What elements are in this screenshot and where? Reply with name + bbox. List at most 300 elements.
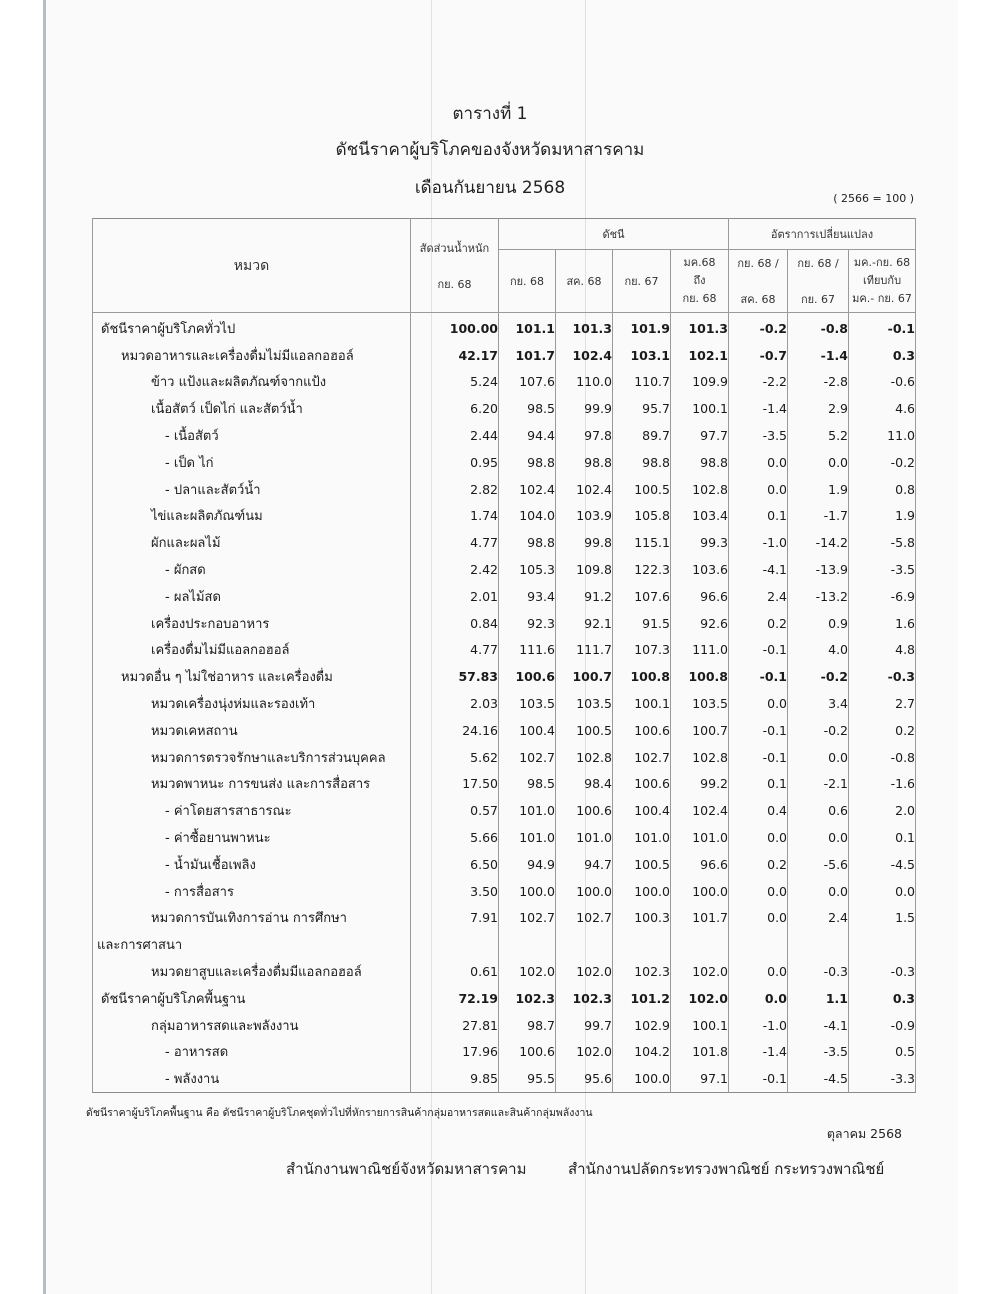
change-ytd-cell: 1.9 (849, 503, 916, 530)
index-sep67-cell: 101.2 (613, 985, 671, 1012)
change-yoy-cell: -13.9 (788, 556, 849, 583)
index-ytd-cell: 98.8 (671, 449, 729, 476)
change-mom-cell: 0.0 (729, 905, 788, 932)
index-ytd-cell: 100.1 (671, 395, 729, 422)
change-mom-cell: -0.1 (729, 1065, 788, 1092)
change-mom-cell: 2.4 (729, 583, 788, 610)
category-cell: ข้าว แป้งและผลิตภัณฑ์จากแป้ง (93, 369, 411, 396)
index-ytd-cell: 101.0 (671, 824, 729, 851)
change-ytd-cell: -1.6 (849, 771, 916, 798)
header-weight-period: กย. 68 (437, 277, 472, 291)
change-yoy-cell: -4.5 (788, 1065, 849, 1092)
change-yoy-cell: 0.0 (788, 449, 849, 476)
index-sep67-cell: 101.9 (613, 313, 671, 342)
table-row (93, 744, 916, 771)
index-aug68-cell (556, 931, 613, 958)
change-mom-cell: -0.7 (729, 342, 788, 369)
index-sep67-cell: 122.3 (613, 556, 671, 583)
header-category: หมวด (93, 219, 411, 313)
category-cell: - ค่าซื้อยานพาหนะ (93, 824, 411, 851)
table-row (93, 529, 916, 556)
change-mom-cell: 0.4 (729, 797, 788, 824)
change-yoy-cell: 3.4 (788, 690, 849, 717)
index-ytd-cell: 99.2 (671, 771, 729, 798)
table-row (93, 342, 916, 369)
table-header (93, 219, 916, 313)
change-yoy-cell (788, 931, 849, 958)
index-sep67-cell: 100.0 (613, 878, 671, 905)
change-yoy-cell: -4.1 (788, 1012, 849, 1039)
change-ytd-cell: -0.1 (849, 313, 916, 342)
index-sep68-cell: 101.0 (499, 824, 556, 851)
weight-cell: 3.50 (411, 878, 499, 905)
table-row (93, 878, 916, 905)
header-change-ytd (849, 250, 916, 313)
index-sep68-cell: 93.4 (499, 583, 556, 610)
change-mom-cell: 0.2 (729, 610, 788, 637)
change-ytd-cell: 0.2 (849, 717, 916, 744)
change-ytd-cell: 2.0 (849, 797, 916, 824)
weight-cell: 7.91 (411, 905, 499, 932)
header-index-group: ดัชนี (499, 219, 729, 250)
category-cell: หมวดอาหารและเครื่องดื่มไม่มีแอลกอฮอล์ (93, 342, 411, 369)
change-ytd-cell: -0.9 (849, 1012, 916, 1039)
change-ytd-cell: 0.0 (849, 878, 916, 905)
weight-cell: 6.50 (411, 851, 499, 878)
category-cell: หมวดยาสูบและเครื่องดื่มมีแอลกอฮอล์ (93, 958, 411, 985)
index-sep67-cell: 100.5 (613, 851, 671, 878)
change-yoy-cell: -0.8 (788, 313, 849, 342)
category-cell: - การสื่อสาร (93, 878, 411, 905)
index-sep67-cell: 100.0 (613, 1065, 671, 1092)
weight-cell: 2.82 (411, 476, 499, 503)
category-cell: และการศาสนา (93, 931, 411, 958)
table-row (93, 717, 916, 744)
weight-cell: 4.77 (411, 529, 499, 556)
index-sep67-cell: 115.1 (613, 529, 671, 556)
category-cell: - พลังงาน (93, 1065, 411, 1092)
index-aug68-cell: 92.1 (556, 610, 613, 637)
change-mom-cell: 0.0 (729, 690, 788, 717)
index-aug68-cell: 109.8 (556, 556, 613, 583)
header-change-group: อัตราการเปลี่ยนแปลง (729, 219, 916, 250)
weight-cell: 17.96 (411, 1039, 499, 1066)
category-cell: หมวดเครื่องนุ่งห่มและรองเท้า (93, 690, 411, 717)
table-row (93, 503, 916, 530)
index-ytd-cell: 102.8 (671, 744, 729, 771)
header-index-ytd (671, 250, 729, 313)
change-ytd-cell: -0.6 (849, 369, 916, 396)
index-sep68-cell: 98.8 (499, 449, 556, 476)
index-sep68-cell: 94.4 (499, 422, 556, 449)
change-mom-cell: -1.0 (729, 529, 788, 556)
header-yoy-line1: กย. 68 / (797, 257, 839, 270)
weight-cell: 9.85 (411, 1065, 499, 1092)
weight-cell: 0.95 (411, 449, 499, 476)
category-cell: - อาหารสด (93, 1039, 411, 1066)
table-row (93, 690, 916, 717)
table-row (93, 583, 916, 610)
category-cell: - เนื้อสัตว์ (93, 422, 411, 449)
index-sep67-cell: 89.7 (613, 422, 671, 449)
change-ytd-cell: 1.5 (849, 905, 916, 932)
index-sep67-cell: 102.7 (613, 744, 671, 771)
index-aug68-cell: 99.7 (556, 1012, 613, 1039)
table-row (93, 476, 916, 503)
table-number: ตารางที่ 1 (452, 104, 528, 124)
category-cell: ไข่และผลิตภัณฑ์นม (93, 503, 411, 530)
table-row (93, 1039, 916, 1066)
weight-cell: 2.03 (411, 690, 499, 717)
change-yoy-cell: -13.2 (788, 583, 849, 610)
index-aug68-cell: 98.4 (556, 771, 613, 798)
index-sep68-cell: 101.7 (499, 342, 556, 369)
index-aug68-cell: 99.8 (556, 529, 613, 556)
index-sep68-cell: 107.6 (499, 369, 556, 396)
index-ytd-cell: 103.6 (671, 556, 729, 583)
index-aug68-cell: 101.3 (556, 313, 613, 342)
index-sep68-cell: 95.5 (499, 1065, 556, 1092)
header-ytdchg-line2: เทียบกับ (862, 274, 902, 287)
index-sep68-cell: 102.7 (499, 744, 556, 771)
index-sep67-cell: 107.6 (613, 583, 671, 610)
index-ytd-cell: 100.8 (671, 663, 729, 690)
index-sep67-cell: 91.5 (613, 610, 671, 637)
header-ytd-line1: มค.68 (683, 256, 716, 269)
table-row (93, 905, 916, 932)
index-ytd-cell: 102.4 (671, 797, 729, 824)
table-row (93, 824, 916, 851)
index-ytd-cell (671, 931, 729, 958)
table-row (93, 556, 916, 583)
category-cell: หมวดอื่น ๆ ไม่ใช่อาหาร และเครื่องดื่ม (93, 663, 411, 690)
category-cell: กลุ่มอาหารสดและพลังงาน (93, 1012, 411, 1039)
index-ytd-cell: 100.0 (671, 878, 729, 905)
table-row (93, 985, 916, 1012)
header-ytd-line2: ถึง (693, 274, 706, 287)
index-sep67-cell: 95.7 (613, 395, 671, 422)
weight-cell: 2.42 (411, 556, 499, 583)
index-ytd-cell: 100.7 (671, 717, 729, 744)
index-ytd-cell: 101.3 (671, 313, 729, 342)
category-cell: หมวดการตรวจรักษาและบริการส่วนบุคคล (93, 744, 411, 771)
index-aug68-cell: 102.0 (556, 1039, 613, 1066)
office-provincial: สำนักงานพาณิชย์จังหวัดมหาสารคาม (286, 1160, 527, 1178)
index-sep67-cell: 100.6 (613, 717, 671, 744)
issue-date: ตุลาคม 2568 (826, 1126, 902, 1141)
change-yoy-cell: 4.0 (788, 637, 849, 664)
header-mom-line1: กย. 68 / (737, 257, 779, 270)
change-yoy-cell: -1.4 (788, 342, 849, 369)
change-mom-cell: -1.4 (729, 1039, 788, 1066)
index-sep68-cell: 102.0 (499, 958, 556, 985)
weight-cell: 2.44 (411, 422, 499, 449)
table-row (93, 958, 916, 985)
index-sep68-cell: 111.6 (499, 637, 556, 664)
base-year-note: ( 2566 = 100 ) (833, 192, 914, 205)
index-sep67-cell: 100.5 (613, 476, 671, 503)
index-sep67-cell: 100.8 (613, 663, 671, 690)
table-row (93, 395, 916, 422)
change-ytd-cell: 4.8 (849, 637, 916, 664)
change-ytd-cell: 0.3 (849, 985, 916, 1012)
header-index-sep67: กย. 67 (613, 250, 671, 313)
index-sep67-cell: 100.3 (613, 905, 671, 932)
index-aug68-cell: 102.3 (556, 985, 613, 1012)
change-mom-cell: 0.0 (729, 985, 788, 1012)
index-sep67-cell: 98.8 (613, 449, 671, 476)
change-ytd-cell: 0.1 (849, 824, 916, 851)
change-yoy-cell: 0.0 (788, 878, 849, 905)
change-ytd-cell: 1.6 (849, 610, 916, 637)
index-sep68-cell (499, 931, 556, 958)
change-mom-cell: 0.1 (729, 771, 788, 798)
index-ytd-cell: 102.0 (671, 958, 729, 985)
change-yoy-cell: -1.7 (788, 503, 849, 530)
change-ytd-cell: 4.6 (849, 395, 916, 422)
index-ytd-cell: 96.6 (671, 583, 729, 610)
change-ytd-cell: -6.9 (849, 583, 916, 610)
category-cell: หมวดเคหสถาน (93, 717, 411, 744)
index-sep68-cell: 98.7 (499, 1012, 556, 1039)
weight-cell: 1.74 (411, 503, 499, 530)
header-index-aug68: สค. 68 (556, 250, 613, 313)
table-row (93, 313, 916, 342)
weight-cell: 5.24 (411, 369, 499, 396)
table-row (93, 771, 916, 798)
index-sep68-cell: 104.0 (499, 503, 556, 530)
index-ytd-cell: 96.6 (671, 851, 729, 878)
index-sep68-cell: 101.1 (499, 313, 556, 342)
change-mom-cell: 0.2 (729, 851, 788, 878)
header-index-sep68: กย. 68 (499, 250, 556, 313)
index-sep68-cell: 98.8 (499, 529, 556, 556)
index-sep68-cell: 98.5 (499, 395, 556, 422)
index-sep68-cell: 100.6 (499, 663, 556, 690)
change-ytd-cell (849, 931, 916, 958)
index-aug68-cell: 103.9 (556, 503, 613, 530)
change-yoy-cell: 1.1 (788, 985, 849, 1012)
header-yoy-line2: กย. 67 (800, 293, 836, 306)
index-ytd-cell: 99.3 (671, 529, 729, 556)
change-ytd-cell: 0.5 (849, 1039, 916, 1066)
weight-cell: 100.00 (411, 313, 499, 342)
index-aug68-cell: 98.8 (556, 449, 613, 476)
index-ytd-cell: 101.8 (671, 1039, 729, 1066)
index-aug68-cell: 94.7 (556, 851, 613, 878)
weight-cell (411, 931, 499, 958)
change-mom-cell: -0.1 (729, 744, 788, 771)
category-cell: - ผลไม้สด (93, 583, 411, 610)
change-ytd-cell: -3.5 (849, 556, 916, 583)
change-ytd-cell: -0.3 (849, 663, 916, 690)
header-ytdchg-line3: มค.- กย. 67 (852, 292, 912, 305)
weight-cell: 42.17 (411, 342, 499, 369)
index-ytd-cell: 103.5 (671, 690, 729, 717)
header-weight-label: สัดส่วนน้ำหนัก (419, 241, 490, 255)
weight-cell: 72.19 (411, 985, 499, 1012)
weight-cell: 27.81 (411, 1012, 499, 1039)
category-cell: - ผักสด (93, 556, 411, 583)
index-ytd-cell: 109.9 (671, 369, 729, 396)
index-aug68-cell: 101.0 (556, 824, 613, 851)
index-ytd-cell: 102.1 (671, 342, 729, 369)
header-ytdchg-line1: มค.-กย. 68 (853, 256, 911, 269)
cpi-table (92, 218, 916, 1093)
weight-cell: 0.61 (411, 958, 499, 985)
change-mom-cell: -0.1 (729, 717, 788, 744)
table-row (93, 369, 916, 396)
weight-cell: 5.66 (411, 824, 499, 851)
index-sep68-cell: 100.6 (499, 1039, 556, 1066)
category-cell: ผักและผลไม้ (93, 529, 411, 556)
index-sep67-cell: 100.6 (613, 771, 671, 798)
change-yoy-cell: 2.9 (788, 395, 849, 422)
category-cell: หมวดพาหนะ การขนส่ง และการสื่อสาร (93, 771, 411, 798)
weight-cell: 6.20 (411, 395, 499, 422)
index-aug68-cell: 99.9 (556, 395, 613, 422)
index-ytd-cell: 97.1 (671, 1065, 729, 1092)
header-ytd-line3: กย. 68 (682, 292, 717, 305)
change-yoy-cell: -0.2 (788, 663, 849, 690)
change-yoy-cell: -0.2 (788, 717, 849, 744)
index-aug68-cell: 100.5 (556, 717, 613, 744)
index-ytd-cell: 101.7 (671, 905, 729, 932)
table-row (93, 1012, 916, 1039)
change-mom-cell: 0.0 (729, 878, 788, 905)
index-sep68-cell: 103.5 (499, 690, 556, 717)
index-sep67-cell: 102.9 (613, 1012, 671, 1039)
table-row (93, 931, 916, 958)
table-row (93, 449, 916, 476)
index-aug68-cell: 111.7 (556, 637, 613, 664)
weight-cell: 2.01 (411, 583, 499, 610)
change-mom-cell: -4.1 (729, 556, 788, 583)
change-yoy-cell: -14.2 (788, 529, 849, 556)
change-ytd-cell: 11.0 (849, 422, 916, 449)
change-yoy-cell: -3.5 (788, 1039, 849, 1066)
change-yoy-cell: 0.0 (788, 824, 849, 851)
table-row (93, 637, 916, 664)
change-mom-cell: -0.2 (729, 313, 788, 342)
index-sep67-cell: 100.4 (613, 797, 671, 824)
change-yoy-cell: -2.1 (788, 771, 849, 798)
change-mom-cell: 0.0 (729, 958, 788, 985)
weight-cell: 57.83 (411, 663, 499, 690)
category-cell: ดัชนีราคาผู้บริโภคทั่วไป (93, 313, 411, 342)
weight-cell: 0.84 (411, 610, 499, 637)
change-yoy-cell: -2.8 (788, 369, 849, 396)
category-cell: - ค่าโดยสารสาธารณะ (93, 797, 411, 824)
index-sep67-cell: 101.0 (613, 824, 671, 851)
change-yoy-cell: 2.4 (788, 905, 849, 932)
index-aug68-cell: 102.0 (556, 958, 613, 985)
change-mom-cell: -0.1 (729, 637, 788, 664)
change-yoy-cell: 0.6 (788, 797, 849, 824)
change-mom-cell: 0.0 (729, 476, 788, 503)
index-sep67-cell: 103.1 (613, 342, 671, 369)
change-ytd-cell: -0.8 (849, 744, 916, 771)
change-ytd-cell: -5.8 (849, 529, 916, 556)
index-ytd-cell: 103.4 (671, 503, 729, 530)
category-cell: - น้ำมันเชื้อเพลิง (93, 851, 411, 878)
weight-cell: 17.50 (411, 771, 499, 798)
index-sep68-cell: 105.3 (499, 556, 556, 583)
index-sep67-cell: 105.8 (613, 503, 671, 530)
change-mom-cell: -0.1 (729, 663, 788, 690)
index-sep68-cell: 100.0 (499, 878, 556, 905)
index-ytd-cell: 92.6 (671, 610, 729, 637)
change-ytd-cell: 2.7 (849, 690, 916, 717)
change-ytd-cell: -4.5 (849, 851, 916, 878)
category-cell: เนื้อสัตว์ เป็ดไก่ และสัตว์น้ำ (93, 395, 411, 422)
index-sep67-cell: 107.3 (613, 637, 671, 664)
index-sep67-cell (613, 931, 671, 958)
index-sep68-cell: 98.5 (499, 771, 556, 798)
index-sep67-cell: 104.2 (613, 1039, 671, 1066)
index-aug68-cell: 102.4 (556, 342, 613, 369)
index-sep68-cell: 100.4 (499, 717, 556, 744)
category-cell: เครื่องประกอบอาหาร (93, 610, 411, 637)
index-sep67-cell: 102.3 (613, 958, 671, 985)
table-row (93, 422, 916, 449)
table-row (93, 610, 916, 637)
index-ytd-cell: 111.0 (671, 637, 729, 664)
change-yoy-cell: -5.6 (788, 851, 849, 878)
table-row (93, 1065, 916, 1092)
index-aug68-cell: 100.0 (556, 878, 613, 905)
header-mom-line2: สค. 68 (740, 293, 776, 306)
index-ytd-cell: 100.1 (671, 1012, 729, 1039)
weight-cell: 0.57 (411, 797, 499, 824)
change-mom-cell (729, 931, 788, 958)
category-cell: ดัชนีราคาผู้บริโภคพื้นฐาน (93, 985, 411, 1012)
document-title: ดัชนีราคาผู้บริโภคของจังหวัดมหาสารคาม (335, 140, 645, 160)
table-row (93, 663, 916, 690)
header-change-yoy (788, 250, 849, 313)
weight-cell: 5.62 (411, 744, 499, 771)
index-aug68-cell: 100.6 (556, 797, 613, 824)
header-change-mom (729, 250, 788, 313)
index-aug68-cell: 102.7 (556, 905, 613, 932)
office-ministry: สำนักงานปลัดกระทรวงพาณิชย์ กระทรวงพาณิชย์ (568, 1160, 885, 1178)
index-aug68-cell: 100.7 (556, 663, 613, 690)
index-aug68-cell: 102.4 (556, 476, 613, 503)
change-mom-cell: -3.5 (729, 422, 788, 449)
category-cell: เครื่องดื่มไม่มีแอลกอฮอล์ (93, 637, 411, 664)
index-aug68-cell: 97.8 (556, 422, 613, 449)
footnote: ดัชนีราคาผู้บริโภคพื้นฐาน คือ ดัชนีราคาผู้บริโภคชุดทั่วไปที่หักรายการสินค้ากลุ่มอาหารสดและสินค้ากลุ่มพลังงาน (86, 1107, 593, 1119)
category-cell: หมวดการบันเทิงการอ่าน การศึกษา (93, 905, 411, 932)
index-aug68-cell: 95.6 (556, 1065, 613, 1092)
header-weight (411, 219, 499, 313)
change-mom-cell: 0.1 (729, 503, 788, 530)
index-sep67-cell: 100.1 (613, 690, 671, 717)
change-yoy-cell: 1.9 (788, 476, 849, 503)
table-row (93, 797, 916, 824)
weight-cell: 24.16 (411, 717, 499, 744)
index-aug68-cell: 110.0 (556, 369, 613, 396)
index-ytd-cell: 97.7 (671, 422, 729, 449)
index-sep68-cell: 102.4 (499, 476, 556, 503)
category-cell: - ปลาและสัตว์น้ำ (93, 476, 411, 503)
category-cell: - เป็ด ไก่ (93, 449, 411, 476)
index-sep67-cell: 110.7 (613, 369, 671, 396)
index-ytd-cell: 102.0 (671, 985, 729, 1012)
change-mom-cell: -2.2 (729, 369, 788, 396)
document-period: เดือนกันยายน 2568 (414, 178, 566, 198)
change-ytd-cell: -3.3 (849, 1065, 916, 1092)
